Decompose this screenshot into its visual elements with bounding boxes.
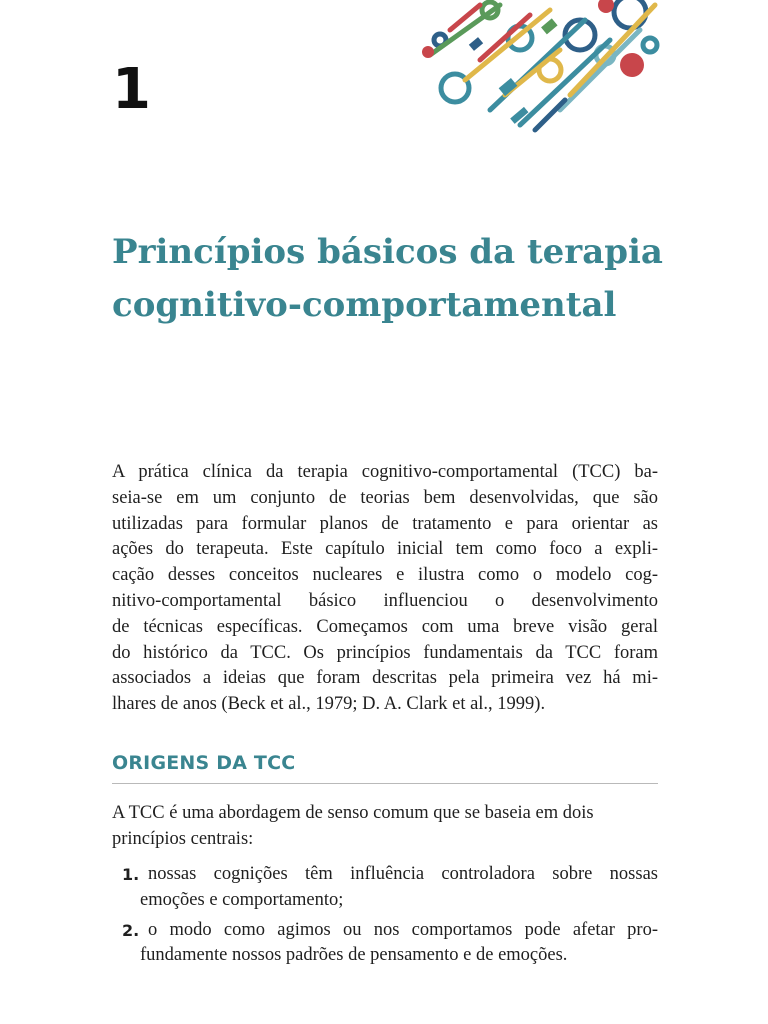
section-intro-line: princípios centrais:: [112, 828, 254, 849]
chapter-number: 1: [112, 57, 151, 122]
intro-line: de técnicas específicas. Começamos com uma breve visão geral: [112, 616, 658, 637]
intro-line: lhares de anos (Beck et al., 1979; D. A. Clark et al., 1999).: [112, 694, 546, 715]
list-item: [112, 862, 658, 914]
intro-line: A prática clínica da terapia cognitivo-comportamental (TCC) ba-: [112, 462, 658, 482]
intro-line: nitivo-comportamental básico influenciou o desenvolvimento: [112, 590, 658, 611]
list-item-number: 1.: [122, 865, 140, 884]
intro-line: utilizadas para formular planos de tratamento e para orientar as: [112, 513, 658, 534]
section-heading: ORIGENS DA TCC: [112, 752, 296, 774]
intro-line: seia-se em um conjunto de teorias bem desenvolvidas, que são: [112, 487, 658, 508]
keys-illustration-icon: [410, 0, 660, 140]
list-item-number: 2.: [122, 920, 140, 940]
list-item-text: nossas cognições têm influência controladora sobre nossas: [148, 864, 658, 884]
list-item: [112, 918, 658, 970]
principles-list: [112, 862, 658, 973]
section-divider: [112, 783, 658, 784]
section-intro: [112, 801, 658, 853]
list-item-text: o modo como agimos ou nos comportamos pode afetar pro-: [148, 919, 658, 940]
intro-line: do histórico da TCC. Os princípios fundamentais da TCC foram: [112, 642, 658, 663]
intro-line: cação desses conceitos nucleares e ilustra como o modelo cog-: [112, 565, 658, 586]
chapter-title-line: cognitivo-comportamental: [112, 285, 617, 325]
section-intro-line: A TCC é uma abordagem de senso comum que se baseia em dois: [112, 803, 594, 823]
chapter-title-line: Princípios básicos da terapia: [112, 232, 663, 272]
list-item-text: fundamente nossos padrões de pensamento e de emoções.: [140, 945, 568, 966]
intro-line: ações do terapeuta. Este capítulo inicial tem como foco a expli-: [112, 539, 658, 560]
list-item-text: emoções e comportamento;: [140, 889, 344, 910]
intro-line: associados a ideias que foram descritas pela primeira vez há mi-: [112, 668, 658, 689]
chapter-title: [112, 226, 672, 332]
intro-paragraph: [112, 460, 658, 718]
